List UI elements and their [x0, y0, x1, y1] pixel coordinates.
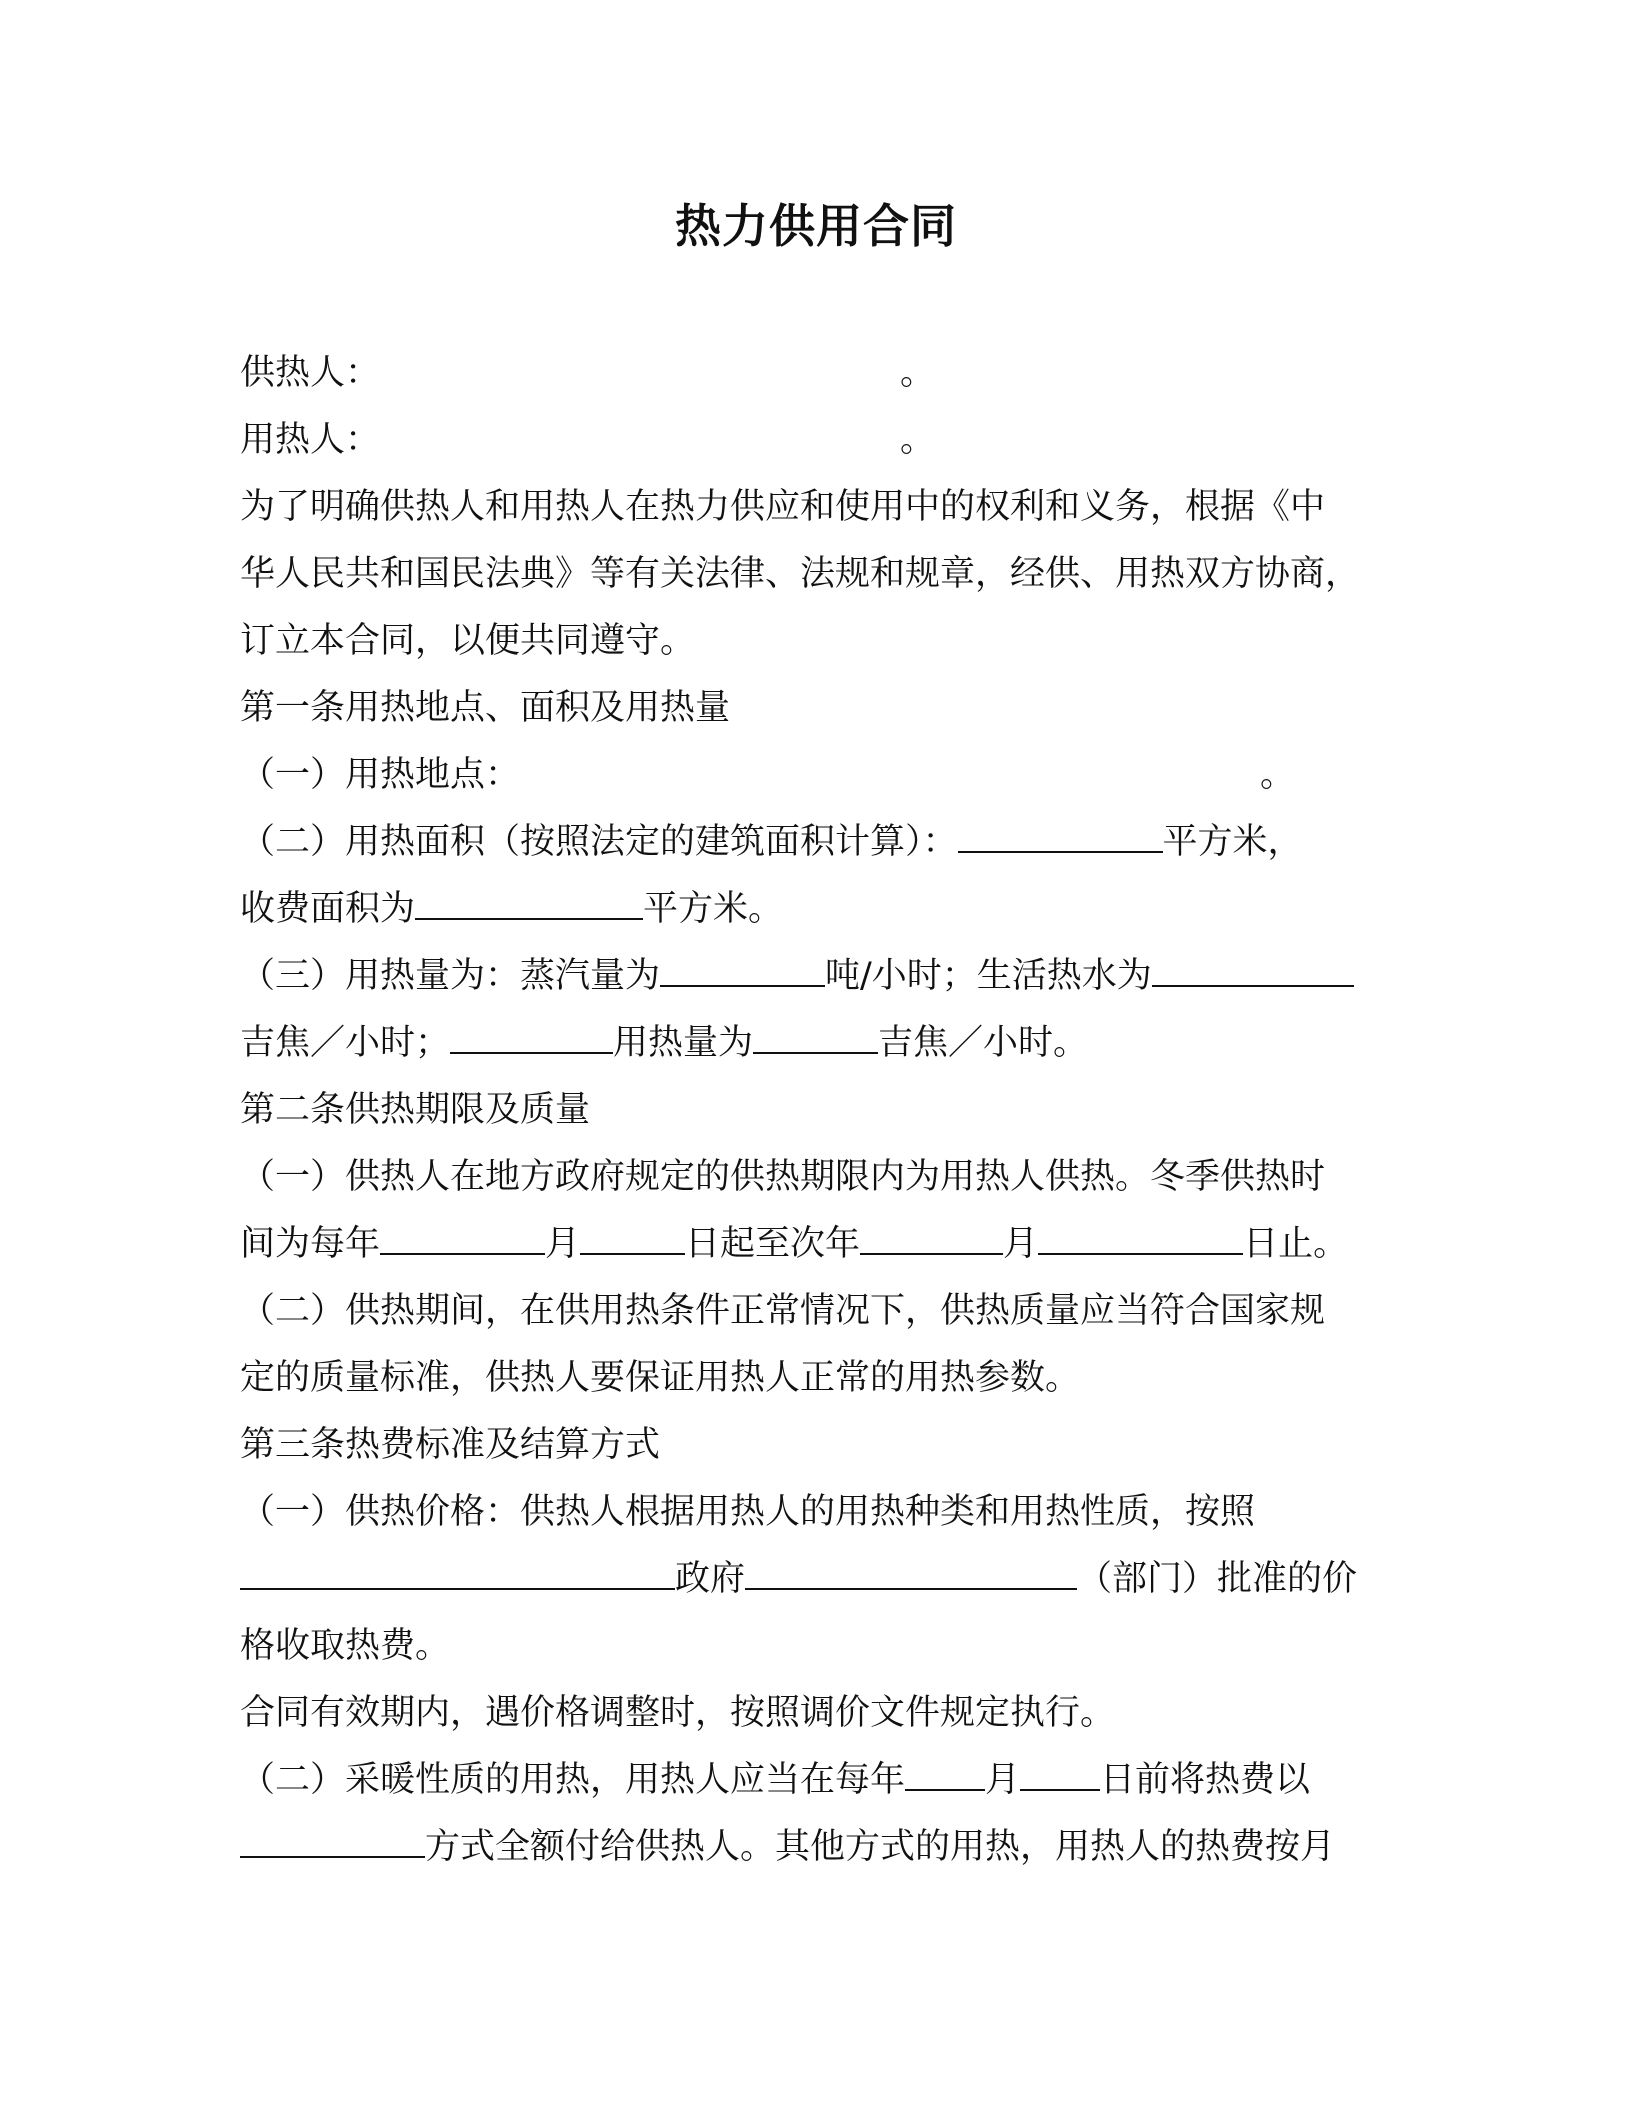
heat-amount-blank[interactable] [753, 1018, 878, 1054]
document-title: 热力供用合同 [675, 199, 957, 253]
government-blank[interactable] [240, 1554, 675, 1590]
art3-pay-method: 方式全额付给供热人。其他方式的用热，用热人的热费按月 [425, 1827, 1336, 1867]
art3-price-line-1: （一）供热价格：供热人根据用热人的用热种类和用热性质，按照 [240, 1492, 1256, 1532]
pay-month-blank[interactable] [905, 1755, 985, 1791]
contract-body [240, 340, 1400, 1881]
art1-area-end: 平方米， [1162, 822, 1303, 862]
art2-next-year: 日起至次年 [685, 1224, 861, 1264]
art3-payment-label: （二）采暖性质的用热，用热人应当在每年 [240, 1760, 906, 1800]
supplier-label: 供热人： [240, 353, 381, 393]
start-day-blank[interactable] [580, 1219, 685, 1255]
intro-line-1: 为了明确供热人和用热人在热力供应和使用中的权利和义务，根据《中 [240, 487, 1326, 527]
art1-location-end: 。 [1260, 755, 1296, 795]
art3-price-line-2 [240, 1546, 1400, 1613]
end-day-blank[interactable] [1038, 1219, 1243, 1255]
art2-period-start: 间为每年 [240, 1224, 381, 1264]
art3-payment-line-1 [240, 1747, 1400, 1814]
art2-quality-line-1: （二）供热期间，在供用热条件正常情况下，供热质量应当符合国家规 [240, 1291, 1326, 1331]
art2-period-line-2 [240, 1211, 1400, 1278]
art2-period-line-1: （一）供热人在地方政府规定的供热期限内为用热人供热。冬季供热时 [240, 1157, 1326, 1197]
pay-day-blank[interactable] [1020, 1755, 1100, 1791]
art3-department: （部门）批准的价 [1077, 1559, 1358, 1599]
user-end: 。 [900, 420, 936, 460]
art3-pay-end: 日前将热费以 [1100, 1760, 1311, 1800]
art1-heat-label: 用热量为 [613, 1023, 754, 1063]
art1-heat-unit: 吉焦／小时； [240, 1023, 451, 1063]
art3-adjust-note: 合同有效期内，遇价格调整时，按照调价文件规定执行。 [240, 1693, 1116, 1733]
intro-line-3: 订立本合同，以便共同遵守。 [240, 621, 696, 661]
supplier-line [240, 340, 1400, 407]
heat-type-blank[interactable] [450, 1018, 613, 1054]
area-blank[interactable] [958, 817, 1163, 853]
intro-line-2: 华人民共和国民法典》等有关法律、法规和规章，经供、用热双方协商， [240, 554, 1361, 594]
art1-area-line [240, 809, 1400, 876]
art1-fee-area-end: 平方米。 [643, 889, 784, 929]
article-1-heading: 第一条用热地点、面积及用热量 [240, 688, 731, 728]
supplier-end: 。 [900, 353, 936, 393]
art3-government: 政府 [675, 1559, 746, 1599]
art2-month-1: 月 [545, 1224, 581, 1264]
art1-hot-water-label: 吨/小时；生活热水为 [825, 956, 1152, 996]
fee-area-blank[interactable] [415, 884, 643, 920]
art1-steam-label: （三）用热量为：蒸汽量为 [240, 956, 661, 996]
art1-fee-area-line [240, 876, 1400, 943]
art1-heat-end: 吉焦／小时。 [878, 1023, 1089, 1063]
user-label: 用热人： [240, 420, 381, 460]
department-blank[interactable] [745, 1554, 1077, 1590]
art2-quality-line-2: 定的质量标准，供热人要保证用热人正常的用热参数。 [240, 1358, 1081, 1398]
steam-blank[interactable] [660, 951, 825, 987]
art1-heat-line-2 [240, 1010, 1400, 1077]
hot-water-blank[interactable] [1152, 951, 1354, 987]
article-3-heading: 第三条热费标准及结算方式 [240, 1425, 661, 1465]
art1-area-label: （二）用热面积（按照法定的建筑面积计算）： [240, 822, 958, 862]
art3-payment-line-2 [240, 1814, 1400, 1881]
art2-month-2: 月 [1003, 1224, 1039, 1264]
art1-location-line [240, 742, 1400, 809]
article-2-heading: 第二条供热期限及质量 [240, 1090, 591, 1130]
start-month-blank[interactable] [380, 1219, 545, 1255]
art2-period-end: 日止。 [1243, 1224, 1349, 1264]
user-line [240, 407, 1400, 474]
art3-pay-month: 月 [985, 1760, 1021, 1800]
art1-location-label: （一）用热地点： [240, 755, 521, 795]
art1-heat-line-1 [240, 943, 1400, 1010]
art3-price-line-3: 格收取热费。 [240, 1626, 451, 1666]
art1-fee-area-label: 收费面积为 [240, 889, 416, 929]
end-month-blank[interactable] [860, 1219, 1003, 1255]
pay-method-blank[interactable] [240, 1822, 425, 1858]
